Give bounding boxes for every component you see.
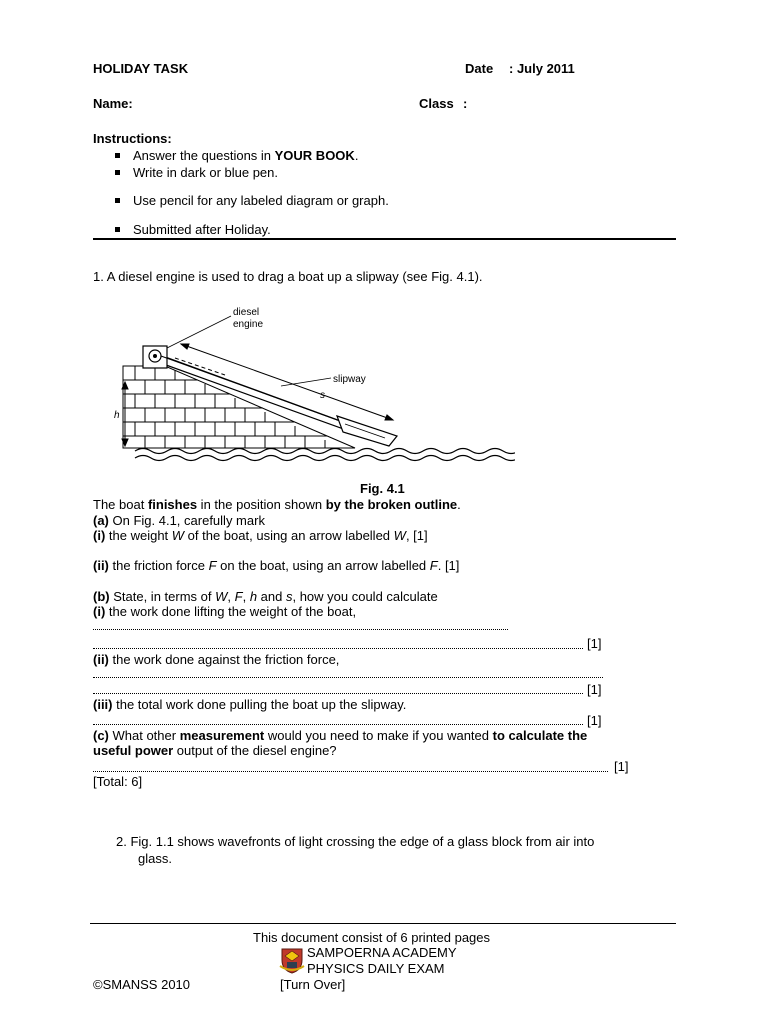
figure-caption: Fig. 4.1: [360, 481, 405, 496]
label-s: s: [320, 390, 325, 401]
date-value: : July 2011: [509, 61, 575, 76]
instruction-text: Use pencil for any labeled diagram or graph.: [133, 193, 389, 208]
figure-4-1: [105, 298, 515, 468]
exam-name: PHYSICS DAILY EXAM: [307, 961, 445, 976]
part-b-iii: (iii) the total work done pulling the boat up the slipway.: [93, 697, 407, 712]
part-a: (a) On Fig. 4.1, carefully mark: [93, 513, 265, 528]
water-waves: [135, 449, 515, 461]
bullet-icon: [115, 153, 120, 158]
brick-wall: [123, 366, 355, 448]
label-engine-2: engine: [233, 319, 264, 330]
label-slipway: slipway: [333, 374, 366, 385]
slipway-leader: [281, 378, 331, 386]
mark: [1]: [614, 759, 629, 774]
q1-intro: 1. A diesel engine is used to drag a boat up a slipway (see Fig. 4.1).: [93, 269, 483, 284]
instruction-post: .: [354, 148, 359, 163]
task-title: HOLIDAY TASK: [93, 61, 189, 76]
instructions-title: Instructions:: [93, 131, 172, 146]
page-count: This document consist of 6 printed pages: [253, 930, 491, 945]
bullet-icon: [115, 170, 120, 175]
mark: [1]: [587, 713, 602, 728]
answer-line[interactable]: [93, 648, 583, 649]
q2-line2: glass.: [138, 851, 172, 866]
part-b-i: (i) the work done lifting the weight of the boat,: [93, 604, 357, 619]
part-a-i: (i) the weight W of the boat, using an arrow labelled W, [1]: [93, 528, 428, 543]
footer-divider: [90, 923, 676, 924]
name-label: Name:: [93, 96, 133, 111]
broken-outline: [175, 358, 225, 375]
engine-leader: [167, 316, 231, 348]
part-c-line2: useful power output of the diesel engine?: [93, 743, 337, 758]
date-label: Date: [465, 61, 494, 76]
class-label: Class: [419, 96, 454, 111]
part-c-line1: (c) What other measurement would you need to make if you wanted to calculate the: [93, 728, 588, 743]
instruction-text: Answer the questions in: [133, 148, 275, 163]
class-colon: :: [463, 96, 468, 111]
mark: [1]: [587, 682, 602, 697]
instruction-bold: YOUR BOOK: [274, 148, 355, 163]
total-marks: [Total: 6]: [93, 774, 143, 789]
bullet-icon: [115, 227, 120, 232]
q2-line1: 2. Fig. 1.1 shows wavefronts of light crossing the edge of a glass block from air into: [116, 834, 595, 849]
instruction-text: Write in dark or blue pen.: [133, 165, 278, 180]
answer-line[interactable]: [93, 724, 583, 725]
answer-line[interactable]: [93, 693, 583, 694]
answer-line[interactable]: [93, 629, 508, 630]
answer-line[interactable]: [93, 677, 603, 678]
header-divider: [93, 238, 676, 240]
label-engine-1: diesel: [233, 307, 260, 318]
part-b: (b) State, in terms of W, F, h and s, how you could calculate: [93, 589, 438, 604]
instruction-text: Submitted after Holiday.: [133, 222, 271, 237]
answer-line[interactable]: [93, 771, 608, 772]
turn-over: [Turn Over]: [280, 977, 346, 992]
bullet-icon: [115, 198, 120, 203]
part-b-ii: (ii) the work done against the friction force,: [93, 652, 340, 667]
copyright: ©SMANSS 2010: [93, 977, 191, 992]
label-h: h: [114, 410, 120, 421]
school-crest-icon: [279, 946, 305, 974]
mark: [1]: [587, 636, 602, 651]
part-a-ii: (ii) the friction force F on the boat, using an arrow labelled F. [1]: [93, 558, 460, 573]
boat-sentence: The boat finishes in the position shown by the broken outline.: [93, 497, 461, 512]
school-name: SAMPOERNA ACADEMY: [307, 945, 457, 960]
